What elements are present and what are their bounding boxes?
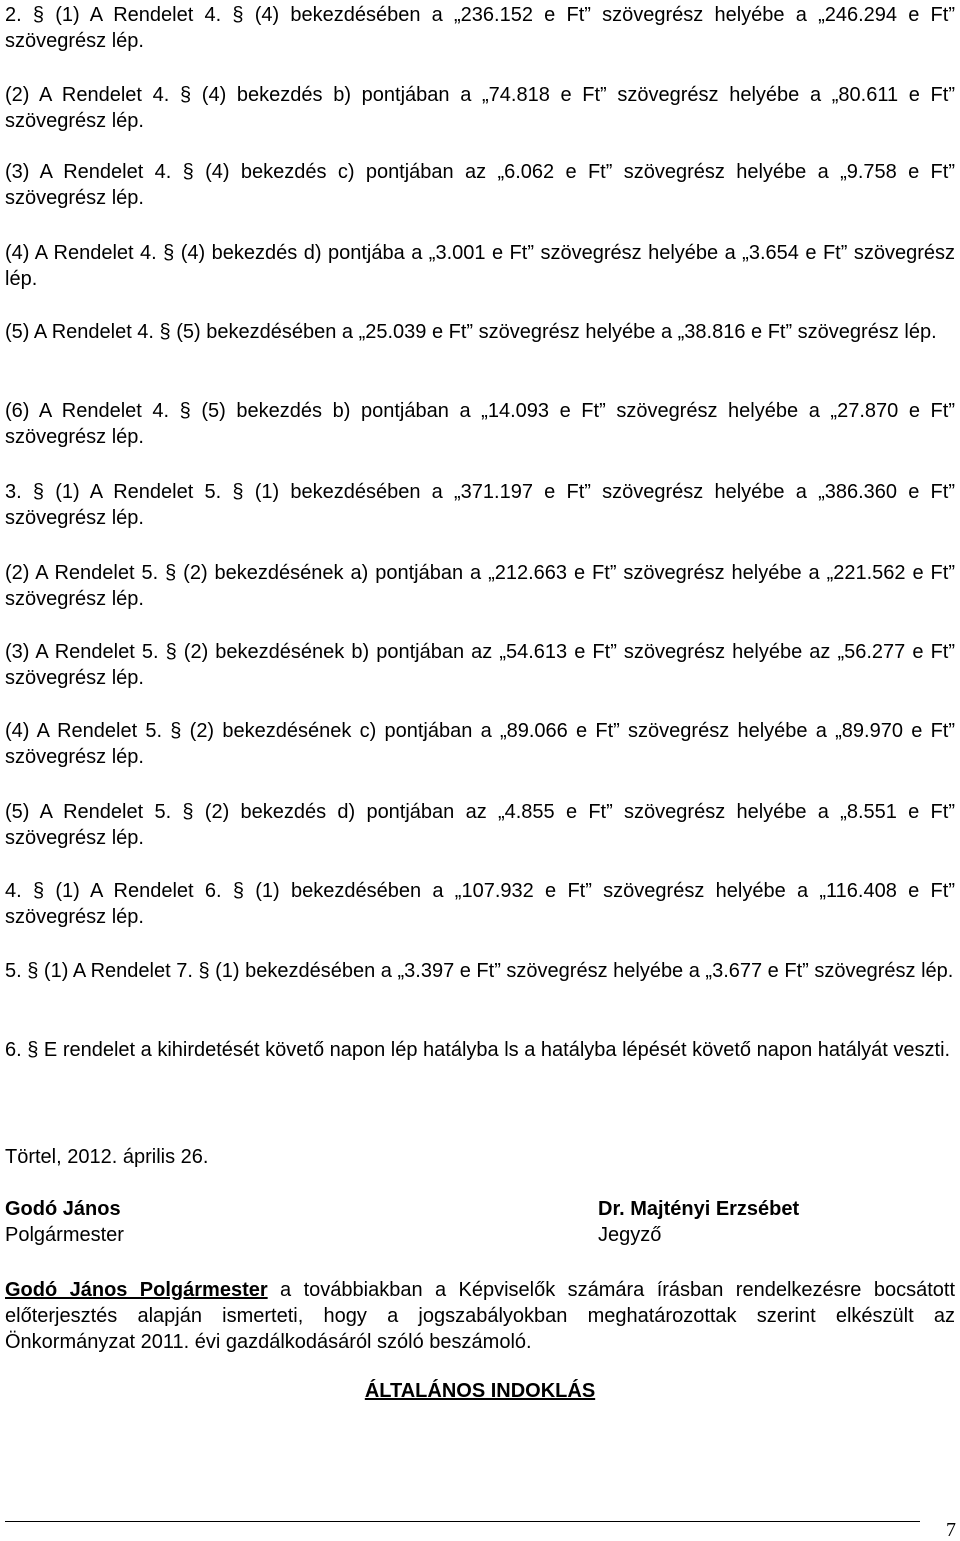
paragraph-3-3 xyxy=(5,639,955,691)
paragraph-text: (4) A Rendelet 5. § (2) bekezdésének c) pontjában a „89.066 e Ft” szövegrész helyébe a „89.970 e Ft” szövegrész lép. xyxy=(5,720,955,768)
paragraph-text: (6) A Rendelet 4. § (5) bekezdés b) pontjában a „14.093 e Ft” szövegrész helyébe a „27.870 e Ft” szövegrész lép. xyxy=(5,400,955,448)
paragraph-text: 5. § (1) A Rendelet 7. § (1) bekezdésében a „3.397 e Ft” szövegrész helyébe a „3.677 e Ft” szövegrész lép. xyxy=(5,960,954,982)
place-date: Törtel, 2012. április 26. xyxy=(5,1146,209,1168)
signer-title: Jegyző xyxy=(598,1224,662,1246)
signature-left xyxy=(5,1196,124,1248)
paragraph-4-1 xyxy=(5,878,955,930)
paragraph-6 xyxy=(5,1037,955,1063)
paragraph-2-3 xyxy=(5,159,955,211)
paragraph-2-4 xyxy=(5,240,955,292)
paragraph-text: (3) A Rendelet 4. § (4) bekezdés c) pontjában az „6.062 e Ft” szövegrész helyébe a „9.758 e Ft” szövegrész lép. xyxy=(5,161,955,209)
paragraph-text: (3) A Rendelet 5. § (2) bekezdésének b) pontjában az „54.613 e Ft” szövegrész helyébe az „56.277 e Ft” szövegrész lép. xyxy=(5,641,955,689)
paragraph-text: 6. § E rendelet a kihirdetését követő napon lép hatályba ls a hatályba lépését követő napon hatályát veszti. xyxy=(5,1039,951,1061)
section-heading: ÁLTALÁNOS INDOKLÁS xyxy=(364,1380,596,1402)
paragraph-text: (4) A Rendelet 4. § (4) bekezdés d) pontjába a „3.001 e Ft” szövegrész helyébe a „3.654 e Ft” szövegrész lép. xyxy=(5,242,955,290)
signer-name: Dr. Majtényi Erzsébet xyxy=(598,1198,800,1220)
paragraph-text: 3. § (1) A Rendelet 5. § (1) bekezdésében a „371.197 e Ft” szövegrész helyébe a „386.360 e Ft” szövegrész lép. xyxy=(5,481,955,529)
paragraph-3-2 xyxy=(5,560,955,612)
paragraph-text: (2) A Rendelet 5. § (2) bekezdésének a) pontjában a „212.663 e Ft” szövegrész helyébe a „221.562 e Ft” szövegrész lép. xyxy=(5,562,955,610)
paragraph-text: 2. § (1) A Rendelet 4. § (4) bekezdésében a „236.152 e Ft” szövegrész helyébe a „246.294 e Ft” szövegrész lép. xyxy=(5,4,955,52)
paragraph-2-2 xyxy=(5,82,955,134)
statement-text: a továbbiakban a Képviselők számára írásban rendelkezésre bocsátott előterjesztés alapján ismerteti, hogy a jogszabályokban meghatározottak szerint elkészült az Önkormányzat 2011. évi gazdálkodásáról szóló beszámoló. xyxy=(5,1279,955,1353)
signer-title: Polgármester xyxy=(5,1224,124,1246)
paragraph-3-5 xyxy=(5,799,955,851)
paragraph-2-6 xyxy=(5,398,955,450)
signature-right xyxy=(598,1196,799,1248)
paragraph-text: (5) A Rendelet 4. § (5) bekezdésében a „25.039 e Ft” szövegrész helyébe a „38.816 e Ft” szövegrész lép. xyxy=(5,321,937,343)
paragraph-3-1 xyxy=(5,479,955,531)
paragraph-2-1 xyxy=(5,2,955,54)
paragraph-2-5 xyxy=(5,319,955,345)
page-number: 7 xyxy=(946,1519,956,1541)
signer-name: Godó János xyxy=(5,1198,121,1220)
paragraph-text: (2) A Rendelet 4. § (4) bekezdés b) pontjában a „74.818 e Ft” szövegrész helyébe a „80.611 e Ft” szövegrész lép. xyxy=(5,84,955,132)
speaker-name: Godó János Polgármester xyxy=(5,1279,268,1301)
statement-paragraph xyxy=(5,1277,955,1355)
paragraph-text: 4. § (1) A Rendelet 6. § (1) bekezdésében a „107.932 e Ft” szövegrész helyébe a „116.408 e Ft” szövegrész lép. xyxy=(5,880,955,928)
paragraph-3-4 xyxy=(5,718,955,770)
footer-divider xyxy=(5,1521,920,1522)
paragraph-text: (5) A Rendelet 5. § (2) bekezdés d) pontjában az „4.855 e Ft” szövegrész helyébe a „8.551 e Ft” szövegrész lép. xyxy=(5,801,955,849)
paragraph-5-1 xyxy=(5,958,955,984)
